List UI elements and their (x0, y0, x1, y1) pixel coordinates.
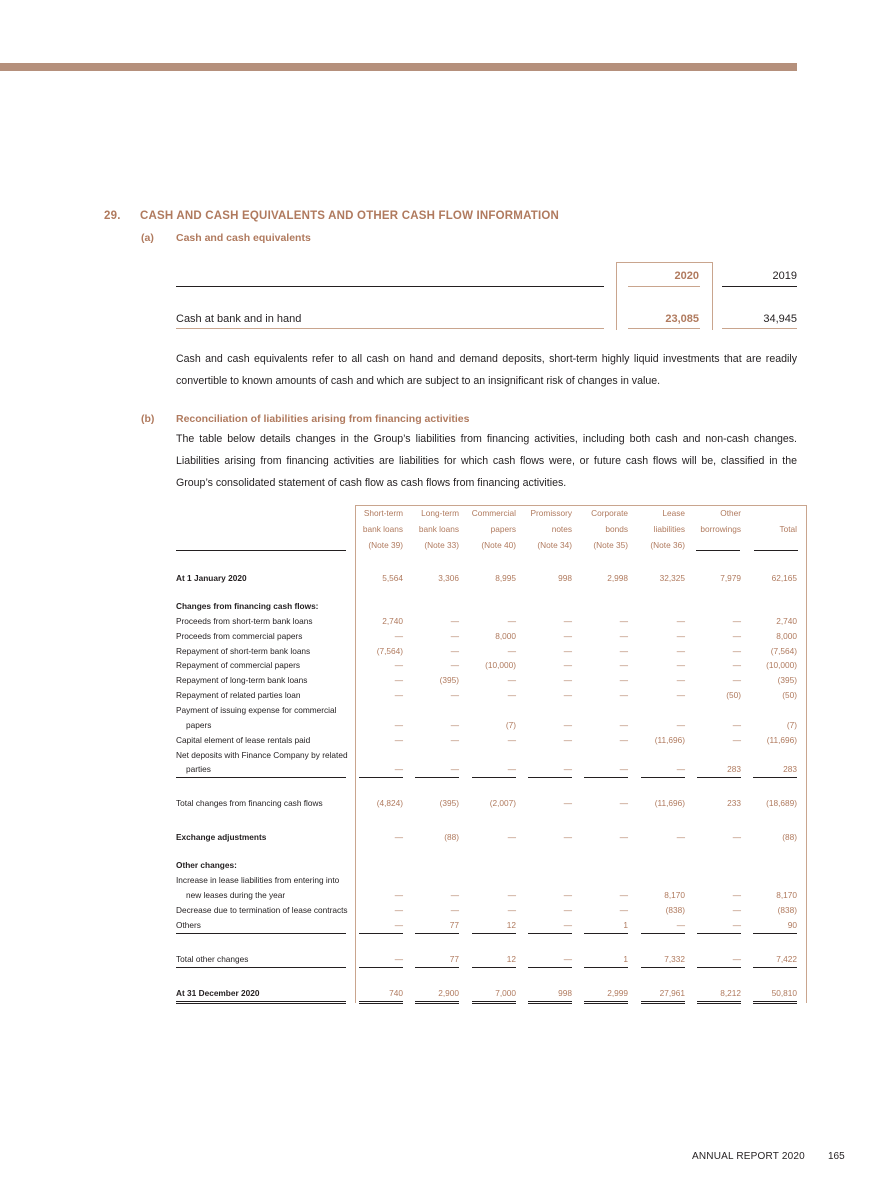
cell-col-1: — (394, 735, 403, 745)
cell-col-8: 8,170 (776, 890, 797, 900)
cell-col-2: — (450, 660, 459, 670)
cell-col-8: 283 (783, 764, 797, 774)
cash-row-rule-2020 (628, 328, 700, 329)
row-cell-rule (753, 777, 797, 778)
column-header-7-line-1: Other (720, 508, 741, 518)
cell-col-7: — (732, 890, 741, 900)
row-label: Repayment of long-term bank loans (176, 675, 308, 685)
row-cell-rule (584, 1001, 628, 1004)
footer-report-title: ANNUAL REPORT 2020 (692, 1151, 805, 1162)
row-cell-rule (359, 967, 403, 968)
table-row (176, 986, 798, 1000)
cell-col-2: 3,306 (438, 573, 459, 583)
cell-col-8: (88) (782, 832, 797, 842)
cell-col-2: — (450, 890, 459, 900)
row-cell-rule (641, 933, 685, 934)
cell-col-8: 7,422 (776, 954, 797, 964)
cell-col-7: — (732, 920, 741, 930)
cell-col-8: (7) (786, 720, 797, 730)
cell-col-4: — (563, 675, 572, 685)
cell-col-3: (10,000) (485, 660, 516, 670)
cell-col-3: (2,007) (489, 798, 516, 808)
cell-col-5: — (619, 631, 628, 641)
row-cell-rule (472, 933, 516, 934)
row-cell-rule (359, 933, 403, 934)
cell-col-8: 8,000 (776, 631, 797, 641)
cell-col-8: (18,689) (766, 798, 797, 808)
table-row (176, 873, 798, 887)
row-cell-rule (697, 777, 741, 778)
cell-col-3: — (507, 646, 516, 656)
cell-col-8: 62,165 (771, 573, 797, 583)
row-label: Total changes from financing cash flows (176, 798, 323, 808)
column-header-1-line-1: Short-term (363, 508, 403, 518)
row-cell-rule (528, 777, 572, 778)
table-row (176, 629, 798, 643)
table-row (176, 614, 798, 628)
row-cell-rule (415, 777, 459, 778)
row-cell-rule (697, 1001, 741, 1004)
table-header-rule (176, 550, 346, 551)
cell-col-2: (395) (439, 675, 459, 685)
cell-col-1: — (394, 890, 403, 900)
row-label-rule (176, 777, 346, 778)
cell-col-3: (7) (505, 720, 516, 730)
column-header-6-line-2: liabilities (653, 524, 685, 534)
row-label: Net deposits with Finance Company by related (176, 750, 348, 760)
footer-page-number: 165 (828, 1151, 845, 1162)
cell-col-3: — (507, 832, 516, 842)
row-cell-rule (697, 933, 741, 934)
cell-col-7: — (732, 646, 741, 656)
cell-col-6: — (676, 646, 685, 656)
cell-col-1: — (394, 720, 403, 730)
section-number: 29. (104, 210, 121, 222)
column-header-4-line-3: (Note 34) (537, 540, 572, 550)
cell-col-2: — (450, 905, 459, 915)
cell-col-5: — (619, 890, 628, 900)
cell-col-6: — (676, 660, 685, 670)
row-cell-rule (472, 967, 516, 968)
row-label: Repayment of related parties loan (176, 690, 301, 700)
cell-col-5: 2,998 (607, 573, 628, 583)
cell-col-1: — (394, 920, 403, 930)
row-cell-rule (472, 1001, 516, 1004)
cell-col-1: — (394, 660, 403, 670)
column-header-8-line-2: Total (779, 524, 797, 534)
row-label: papers (186, 720, 212, 730)
cell-col-4: 998 (558, 988, 572, 998)
cell-col-4: — (563, 631, 572, 641)
row-cell-rule (641, 1001, 685, 1004)
table-row (176, 918, 798, 932)
row-label: Changes from financing cash flows: (176, 601, 319, 611)
row-label: At 1 January 2020 (176, 573, 247, 583)
row-label: Proceeds from short-term bank loans (176, 616, 313, 626)
cell-col-7: — (732, 735, 741, 745)
cell-col-8: (50) (782, 690, 797, 700)
cell-col-7: 7,979 (720, 573, 741, 583)
cell-col-7: 283 (727, 764, 741, 774)
part-b-title: Reconciliation of liabilities arising from financing activities (176, 413, 470, 425)
cell-col-3: — (507, 616, 516, 626)
cell-col-6: (11,696) (654, 798, 685, 808)
cell-col-7: — (732, 832, 741, 842)
cell-col-3: — (507, 690, 516, 700)
row-cell-rule (528, 1001, 572, 1004)
cell-col-5: — (619, 646, 628, 656)
column-header-5-line-2: bonds (605, 524, 628, 534)
table-row (176, 673, 798, 687)
cell-col-1: — (394, 905, 403, 915)
row-cell-rule (415, 933, 459, 934)
table-row (176, 644, 798, 658)
cell-col-3: — (507, 764, 516, 774)
cell-col-7: — (732, 616, 741, 626)
table-row (176, 748, 798, 762)
cell-col-8: 2,740 (776, 616, 797, 626)
row-cell-rule (359, 777, 403, 778)
cell-col-5: — (619, 798, 628, 808)
row-cell-rule (641, 967, 685, 968)
cell-col-1: — (394, 675, 403, 685)
row-label: Other changes: (176, 860, 237, 870)
row-label-rule (176, 933, 346, 934)
cell-col-5: — (619, 660, 628, 670)
column-header-3-line-2: papers (490, 524, 516, 534)
cell-col-4: — (563, 954, 572, 964)
cell-col-2: — (450, 735, 459, 745)
cell-col-4: — (563, 832, 572, 842)
cell-col-2: 77 (449, 954, 459, 964)
table-row (176, 952, 798, 966)
table-row (176, 903, 798, 917)
cell-col-3: — (507, 675, 516, 685)
cell-col-5: 1 (623, 920, 628, 930)
table-row (176, 658, 798, 672)
table-header-rule-col-8 (754, 550, 798, 551)
part-a-label: (a) (141, 232, 154, 244)
row-cell-rule (472, 777, 516, 778)
cell-col-1: — (394, 631, 403, 641)
cell-col-6: — (676, 675, 685, 685)
cell-col-4: — (563, 616, 572, 626)
cell-col-5: — (619, 616, 628, 626)
part-b-heading (141, 413, 470, 425)
cell-col-2: (88) (444, 832, 459, 842)
column-header-1-line-2: bank loans (362, 524, 403, 534)
cell-col-8: 50,810 (771, 988, 797, 998)
cell-col-6: 32,325 (659, 573, 685, 583)
cell-col-5: — (619, 690, 628, 700)
cell-col-3: 8,995 (495, 573, 516, 583)
header-rule-2020 (628, 286, 700, 287)
cell-col-6: — (676, 631, 685, 641)
cell-col-1: 5,564 (382, 573, 403, 583)
cell-col-5: — (619, 832, 628, 842)
column-header-5-line-3: (Note 35) (593, 540, 628, 550)
cell-col-7: — (732, 675, 741, 685)
table-row (176, 718, 798, 732)
cell-col-7: (50) (726, 690, 741, 700)
row-cell-rule (641, 777, 685, 778)
cash-row-rule-label (176, 328, 604, 329)
table-row (176, 762, 798, 776)
row-cell-rule (528, 933, 572, 934)
cell-col-3: 12 (506, 920, 516, 930)
cell-col-7: — (732, 720, 741, 730)
cell-col-5: — (619, 675, 628, 685)
column-header-3-line-1: Commercial (471, 508, 516, 518)
row-cell-rule (415, 1001, 459, 1004)
section-heading (104, 210, 559, 222)
part-a-title: Cash and cash equivalents (176, 232, 311, 244)
row-label: Proceeds from commercial papers (176, 631, 303, 641)
table-row (176, 703, 798, 717)
cell-col-3: — (507, 735, 516, 745)
cell-col-8: 90 (787, 920, 797, 930)
cell-col-4: — (563, 720, 572, 730)
row-cell-rule (528, 967, 572, 968)
row-cell-rule (584, 967, 628, 968)
table-row (176, 733, 798, 747)
cell-col-4: — (563, 905, 572, 915)
cash-value-2020: 23,085 (665, 313, 699, 325)
column-header-4-line-2: notes (551, 524, 572, 534)
table-row (176, 888, 798, 902)
cell-col-8: (395) (777, 675, 797, 685)
cell-col-8: (10,000) (766, 660, 797, 670)
cell-col-7: — (732, 905, 741, 915)
cash-row-rule-2019 (722, 328, 797, 329)
column-header-3-line-3: (Note 40) (481, 540, 516, 550)
cell-col-4: — (563, 690, 572, 700)
cell-col-1: 2,740 (382, 616, 403, 626)
row-cell-rule (584, 933, 628, 934)
cell-col-4: — (563, 890, 572, 900)
cell-col-1: — (394, 832, 403, 842)
cell-col-1: 740 (389, 988, 403, 998)
cell-col-8: (11,696) (766, 735, 797, 745)
cell-col-2: — (450, 720, 459, 730)
cell-col-4: — (563, 735, 572, 745)
row-cell-rule (584, 777, 628, 778)
cell-col-5: — (619, 905, 628, 915)
table-row (176, 599, 798, 613)
row-label: Others (176, 920, 201, 930)
part-a-paragraph: Cash and cash equivalents refer to all cash on hand and demand deposits, short-term highly liquid investments that are readily convertible to known amounts of cash and which are subject to an insignificant risk of changes in value. (176, 353, 797, 387)
cell-col-1: (7,564) (376, 646, 403, 656)
cell-col-4: — (563, 798, 572, 808)
row-label: parties (186, 764, 211, 774)
row-label-rule (176, 1001, 346, 1004)
cell-col-4: — (563, 920, 572, 930)
row-label: Increase in lease liabilities from entering into (176, 875, 340, 885)
cell-col-7: — (732, 660, 741, 670)
row-label: At 31 December 2020 (176, 988, 260, 998)
cell-col-3: 8,000 (495, 631, 516, 641)
cell-col-1: — (394, 690, 403, 700)
row-cell-rule (359, 1001, 403, 1004)
row-cell-rule (697, 967, 741, 968)
table-row (176, 830, 798, 844)
column-header-5-line-1: Corporate (591, 508, 628, 518)
cell-col-3: 7,000 (495, 988, 516, 998)
cell-col-2: — (450, 690, 459, 700)
row-cell-rule (753, 967, 797, 968)
cell-col-6: 7,332 (664, 954, 685, 964)
row-label: new leases during the year (186, 890, 286, 900)
cell-col-8: (838) (777, 905, 797, 915)
column-header-7-line-2: borrowings (700, 524, 741, 534)
cash-value-2019: 34,945 (763, 313, 797, 325)
cell-col-1: — (394, 764, 403, 774)
cell-col-6: — (676, 690, 685, 700)
cell-col-6: — (676, 616, 685, 626)
cell-col-6: 27,961 (659, 988, 685, 998)
cell-col-7: — (732, 631, 741, 641)
cell-col-6: — (676, 832, 685, 842)
cell-col-2: 77 (449, 920, 459, 930)
year-2019-header: 2019 (772, 270, 797, 282)
row-label: Repayment of short-term bank loans (176, 646, 311, 656)
cell-col-2: — (450, 631, 459, 641)
cell-col-8: (7,564) (770, 646, 797, 656)
cell-col-4: 998 (558, 573, 572, 583)
cell-col-5: — (619, 764, 628, 774)
cell-col-6: — (676, 764, 685, 774)
cell-col-7: 233 (727, 798, 741, 808)
row-label: Decrease due to termination of lease contracts (176, 905, 348, 915)
column-header-6-line-3: (Note 36) (650, 540, 685, 550)
row-label: Total other changes (176, 954, 249, 964)
part-b-label: (b) (141, 413, 155, 425)
cell-col-2: — (450, 616, 459, 626)
cell-col-6: (838) (665, 905, 685, 915)
column-header-2-line-2: bank loans (418, 524, 459, 534)
row-cell-rule (753, 933, 797, 934)
table-row (176, 858, 798, 872)
row-label-rule (176, 967, 346, 968)
cell-col-2: — (450, 764, 459, 774)
row-cell-rule (753, 1001, 797, 1004)
cell-col-3: 12 (506, 954, 516, 964)
row-label: Capital element of lease rentals paid (176, 735, 311, 745)
table-row (176, 796, 798, 810)
table-header-rule-col-7 (696, 550, 740, 551)
cell-col-6: (11,696) (654, 735, 685, 745)
cell-col-3: — (507, 905, 516, 915)
row-label: Exchange adjustments (176, 832, 267, 842)
column-header-2-line-3: (Note 33) (424, 540, 459, 550)
cell-col-6: — (676, 720, 685, 730)
year-2020-header: 2020 (674, 270, 699, 282)
cell-col-7: 8,212 (720, 988, 741, 998)
cell-col-2: — (450, 646, 459, 656)
cell-col-6: 8,170 (664, 890, 685, 900)
cash-row-label: Cash at bank and in hand (176, 313, 302, 325)
row-label: Repayment of commercial papers (176, 660, 301, 670)
cell-col-1: (4,824) (376, 798, 403, 808)
column-header-6-line-1: Lease (662, 508, 685, 518)
cell-col-3: — (507, 890, 516, 900)
cell-col-5: 1 (623, 954, 628, 964)
cell-col-5: — (619, 720, 628, 730)
top-decorative-bar (0, 63, 797, 71)
table-row (176, 571, 798, 585)
row-cell-rule (415, 967, 459, 968)
column-header-2-line-1: Long-term (421, 508, 459, 518)
cell-col-4: — (563, 764, 572, 774)
cell-col-1: — (394, 954, 403, 964)
cell-col-4: — (563, 646, 572, 656)
cell-col-4: — (563, 660, 572, 670)
column-header-4-line-1: Promissory (530, 508, 572, 518)
section-title: CASH AND CASH EQUIVALENTS AND OTHER CASH FLOW INFORMATION (140, 210, 559, 222)
cell-col-2: 2,900 (438, 988, 459, 998)
cell-col-7: — (732, 954, 741, 964)
table-row (176, 688, 798, 702)
cell-col-6: — (676, 920, 685, 930)
cell-col-5: — (619, 735, 628, 745)
cell-col-2: (395) (439, 798, 459, 808)
header-rule-2019 (722, 286, 797, 287)
cell-col-5: 2,999 (607, 988, 628, 998)
part-a-heading (141, 232, 311, 244)
row-label: Payment of issuing expense for commercial (176, 705, 337, 715)
header-rule-label (176, 286, 604, 287)
part-b-paragraph: The table below details changes in the Group’s liabilities from financing activities, including both cash and non-cash changes. Liabilities arising from financing activities are liabilities for which cash flows were, or future cash flows will be, classified in the Group’s consolidated statement of cash flow as cash flows from financing activities. (176, 433, 797, 489)
column-header-1-line-3: (Note 39) (368, 540, 403, 550)
